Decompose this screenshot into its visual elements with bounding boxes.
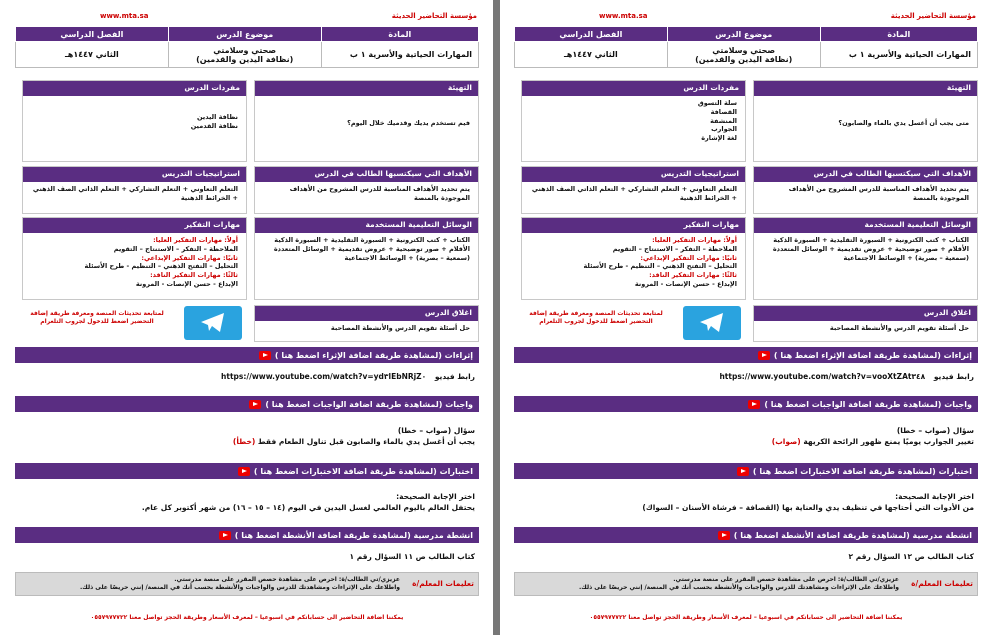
skills-subheading: ثالثًا: مهارات التفكير الناقد: <box>649 271 737 280</box>
skills-heading: مهارات التفكير <box>23 218 246 233</box>
org-name: مؤسسة التحاضير الحديثة <box>391 12 477 20</box>
vocab-list <box>522 96 745 146</box>
media-box <box>254 217 479 300</box>
homework-answer: (صواب) <box>771 437 801 446</box>
skills-heading: مهارات التفكير <box>522 218 745 233</box>
objectives-text: يتم تحديد الأهداف المناسبة للدرس المشروح من الأهداف الموجودة بالمنصة <box>788 185 969 202</box>
subject-header: المادة <box>820 27 977 42</box>
footer-contact: يمكننا اضافة التحاضير الى حساباتكم في اسبوعيا – لمعرف الأسعار وطريقة الحجز تواصل معنا ٠٥٥٧٩٧٧٧٢٢ <box>90 614 404 621</box>
youtube-icon[interactable] <box>748 400 760 409</box>
homework-band-label: واجبات (لمشاهدة طريقة اضافة الواجبات اضغط هنا ) <box>265 399 473 409</box>
skills-box <box>521 217 746 300</box>
term-header: الفصل الدراسي <box>515 27 668 42</box>
closing-text: حل أسئلة تقويم الدرس والأنشطة المصاحبة <box>829 324 969 332</box>
closing-box <box>753 305 978 342</box>
closing-text: حل أسئلة تقويم الدرس والأنشطة المصاحبة <box>330 324 470 332</box>
vocab-heading: مفردات الدرس <box>522 81 745 96</box>
topic-subtitle: (نظافة اليدين والقدمين) <box>695 54 793 64</box>
worksheet-page-1 <box>5 0 487 635</box>
vocab-list <box>23 110 246 134</box>
lesson-header-table <box>514 26 978 68</box>
skills-list: الملاحظة – التفكر – الاستنتاج – التقويم <box>612 244 737 253</box>
media-heading: الوسائل التعليمية المستخدمة <box>754 218 977 233</box>
video-url-link[interactable]: https://www.youtube.com/watch?v=yd٣lEbNRjZ٠ <box>221 372 427 381</box>
skills-list: الإبداع - حسن الإنصات - المرونة <box>634 279 737 288</box>
intro-text: فيم تستخدم يديك وقدميك خلال اليوم؟ <box>347 119 470 127</box>
telegram-icon[interactable] <box>683 306 741 340</box>
vocab-item: المنشفة <box>710 116 737 125</box>
objectives-heading: الأهداف التي سيكتسبها الطالب في الدرس <box>754 167 977 182</box>
topic-value <box>667 42 820 68</box>
teacher-notes-line: واطلاعك على الإثراءات ومشاهدتك للدرس والواجبات والأنشطة بحسب أنك في المنصة/ إنني حريصًا على ذلك. <box>578 584 899 592</box>
site-url[interactable]: www.mta.sa <box>100 12 149 20</box>
media-text: الكتاب + كتب الكترونية + السبورة التقليدية + السبورة الذكية الأقلام + صور توضيحية + عروض تقديمية + الوسائل المتعددة (سمعية – بصرية) + الوسائط الاجتماعية <box>273 236 470 262</box>
lesson-header-table <box>15 26 479 68</box>
objectives-heading: الأهداف التي سيكتسبها الطالب في الدرس <box>255 167 478 182</box>
teacher-notes-line: عزيزي/تي الطالب/ة: احرص على مشاهدة حصص المقرر على منصة مدرستي. <box>174 576 400 583</box>
test-question: من الأدوات التي أحتاجها في تنظيف يدي والعناية بها (القصافة – فرشاة الأسنان – السواك) <box>642 503 974 512</box>
vocab-item: الجوارب <box>711 125 737 134</box>
strategies-text: التعلم التعاوني + التعلم التشاركي + التعلم الذاتي الصف الذهني + الخرائط الذهنية <box>531 185 737 202</box>
org-name: مؤسسة التحاضير الحديثة <box>890 12 976 20</box>
skills-list: الإبداع - حسن الإنصات - المرونة <box>135 279 238 288</box>
homework-question-type: سؤال (صواب – خطا) <box>397 426 475 435</box>
intro-heading: التهيئة <box>255 81 478 96</box>
intro-box <box>753 80 978 162</box>
test-instruction: اختر الإجابة الصحيحة: <box>396 492 475 501</box>
tests-band-label: اختبارات (لمشاهدة طريقة اضافة الاختبارات اضغط هنا ) <box>253 466 473 476</box>
homework-question <box>19 437 475 446</box>
intro-text: متى يجب أن أغسل يدي بالماء والصابون؟ <box>838 119 969 127</box>
closing-box <box>254 305 479 342</box>
objectives-text: يتم تحديد الأهداف المناسبة للدرس المشروح من الأهداف الموجودة بالمنصة <box>289 185 470 202</box>
video-label: رابط فيديو <box>434 372 475 381</box>
subject-value: المهارات الحياتية والأسرية ١ ب <box>820 42 977 68</box>
video-label: رابط فيديو <box>933 372 974 381</box>
skills-subheading: ثالثًا: مهارات التفكير الناقد: <box>150 271 238 280</box>
tests-band[interactable] <box>15 463 479 479</box>
homework-band-label: واجبات (لمشاهدة طريقة اضافة الواجبات اضغط هنا ) <box>764 399 972 409</box>
media-text: الكتاب + كتب الكترونية + السبورة التقليدية + السبورة الذكية الأقلام + صور توضيحية + عروض تقديمية + الوسائل المتعددة (سمعية – بصرية) + الوسائط الاجتماعية <box>772 236 969 262</box>
video-url-link[interactable]: https://www.youtube.com/watch?v=vooXtZAt٣٤٨ <box>719 372 926 381</box>
enrichment-band[interactable] <box>15 347 479 363</box>
teacher-notes-line: واطلاعك على الإثراءات ومشاهدتك للدرس والواجبات والأنشطة بحسب أنك في المنصة/ إنني حريصًا على ذلك. <box>79 584 400 592</box>
skills-subheading: ثانيًا: مهارات التفكير الإبداعي: <box>141 253 238 262</box>
tests-band[interactable] <box>514 463 978 479</box>
strategies-box <box>521 166 746 214</box>
activity-text: كتاب الطالب ص ١٢ السؤال رقم ٢ <box>848 552 974 561</box>
topic-value <box>168 42 321 68</box>
strategies-heading: استراتيجيات التدريس <box>23 167 246 182</box>
telegram-promo-text[interactable]: لمتابعة تحديثات المنصة ومعرفة طريقة إضافة التحضير اضغط للدخول لجروب التلغرام <box>529 310 663 325</box>
skills-box <box>22 217 247 300</box>
teacher-notes-label: تعليمات المعلم/ة <box>412 579 474 588</box>
skills-body <box>522 233 745 292</box>
activities-band-label: انشطة مدرسية (لمشاهدة طريقة اضافة الأنشطة اضغط هنا ) <box>733 530 972 540</box>
youtube-icon[interactable] <box>249 400 261 409</box>
closing-heading: اغلاق الدرس <box>754 306 977 321</box>
strategies-text: التعلم التعاوني + التعلم التشاركي + التعلم الذاتي الصف الذهني + الخرائط الذهنية <box>32 185 238 202</box>
topic-title: صحتي وسلامتي <box>213 45 277 55</box>
test-instruction: اختر الإجابة الصحيحة: <box>895 492 974 501</box>
youtube-icon[interactable] <box>758 351 770 360</box>
vocab-item: نظافة اليدين <box>196 113 238 121</box>
footer-contact: يمكننا اضافة التحاضير الى حساباتكم في اسبوعيا – لمعرف الأسعار وطريقة الحجز تواصل معنا ٠٥٥٧٩٧٧٧٢٢ <box>589 614 903 621</box>
activities-band-label: انشطة مدرسية (لمشاهدة طريقة اضافة الأنشطة اضغط هنا ) <box>234 530 473 540</box>
activities-band[interactable] <box>514 527 978 543</box>
strategies-box <box>22 166 247 214</box>
homework-band[interactable] <box>15 396 479 412</box>
activity-text: كتاب الطالب ص ١١ السؤال رقم ١ <box>349 552 475 561</box>
skills-subheading: أولاً: مهارات التفكير العليا: <box>652 236 737 244</box>
homework-statement: يجب أن أغسل يدي بالماء والصابون قبل تناول الطعام فقط <box>257 437 475 446</box>
skills-list: الملاحظة – التفكر – الاستنتاج – التقويم <box>113 244 238 253</box>
term-value: الثاني ١٤٤٧هـ <box>515 42 668 68</box>
media-box <box>753 217 978 300</box>
test-question: يحتفل العالم باليوم العالمي لغسل اليدين في اليوم (١٤ – ١٥ – ١٦) من شهر أكتوبر كل عام. <box>141 503 475 512</box>
closing-heading: اغلاق الدرس <box>255 306 478 321</box>
skills-list: التحليل – التفتح الذهني – التنظيم - طرح الأسئلة <box>84 262 238 271</box>
vocab-item: نظافة القدمين <box>190 121 238 130</box>
teacher-notes <box>15 572 479 596</box>
topic-header: موضوع الدرس <box>168 27 321 42</box>
intro-box <box>254 80 479 162</box>
video-link-line <box>19 372 475 381</box>
homework-band[interactable] <box>514 396 978 412</box>
topic-subtitle: (نظافة اليدين والقدمين) <box>196 54 294 64</box>
youtube-icon[interactable] <box>718 531 730 540</box>
page-divider <box>493 0 500 635</box>
homework-statement: تغيير الجوارب يوميًا يمنع ظهور الرائحة الكريهة <box>803 437 974 446</box>
vocab-box <box>521 80 746 162</box>
enrichment-band-label: إثراءات (لمشاهدة طريقة اضافة الإثراء اضغط هنا ) <box>274 350 473 360</box>
skills-list: التحليل – التفتح الذهني – التنظيم - طرح الأسئلة <box>583 262 737 271</box>
objectives-box <box>753 166 978 214</box>
subject-value: المهارات الحياتية والأسرية ١ ب <box>321 42 478 68</box>
topic-title: صحتي وسلامتي <box>712 45 776 55</box>
vocab-heading: مفردات الدرس <box>23 81 246 96</box>
vocab-item: سلة التسوق <box>697 99 737 107</box>
teacher-notes-text <box>519 576 899 593</box>
telegram-icon[interactable] <box>184 306 242 340</box>
telegram-promo-text[interactable]: لمتابعة تحديثات المنصة ومعرفة طريقة إضافة التحضير اضغط للدخول لجروب التلغرام <box>30 310 164 325</box>
homework-answer: (خطأ) <box>232 437 256 446</box>
skills-body <box>23 233 246 292</box>
youtube-icon[interactable] <box>238 467 250 476</box>
tests-band-label: اختبارات (لمشاهدة طريقة اضافة الاختبارات اضغط هنا ) <box>752 466 972 476</box>
subject-header: المادة <box>321 27 478 42</box>
term-header: الفصل الدراسي <box>16 27 169 42</box>
page-topline <box>5 10 487 24</box>
teacher-notes-label: تعليمات المعلم/ة <box>911 579 973 588</box>
youtube-icon[interactable] <box>259 351 271 360</box>
vocab-box <box>22 80 247 162</box>
homework-question <box>518 437 974 446</box>
intro-heading: التهيئة <box>754 81 977 96</box>
vocab-item: القصافة <box>710 107 737 116</box>
strategies-heading: استراتيجيات التدريس <box>522 167 745 182</box>
teacher-notes-line: عزيزي/تي الطالب/ة: احرص على مشاهدة حصص المقرر على منصة مدرستي. <box>673 576 899 583</box>
media-heading: الوسائل التعليمية المستخدمة <box>255 218 478 233</box>
skills-subheading: أولاً: مهارات التفكير العليا: <box>153 236 238 244</box>
objectives-box <box>254 166 479 214</box>
teacher-notes <box>514 572 978 596</box>
vocab-item: لغة الإشارة <box>701 134 737 143</box>
site-url[interactable]: www.mta.sa <box>599 12 648 20</box>
skills-subheading: ثانيًا: مهارات التفكير الإبداعي: <box>640 253 737 262</box>
enrichment-band-label: إثراءات (لمشاهدة طريقة اضافة الإثراء اضغط هنا ) <box>773 350 972 360</box>
homework-question-type: سؤال (صواب – خطا) <box>896 426 974 435</box>
teacher-notes-text <box>20 576 400 593</box>
page-topline <box>504 10 981 24</box>
enrichment-band[interactable] <box>514 347 978 363</box>
youtube-icon[interactable] <box>219 531 231 540</box>
topic-header: موضوع الدرس <box>667 27 820 42</box>
video-link-line <box>518 372 974 381</box>
youtube-icon[interactable] <box>737 467 749 476</box>
activities-band[interactable] <box>15 527 479 543</box>
term-value: الثاني ١٤٤٧هـ <box>16 42 169 68</box>
worksheet-page-2 <box>504 0 981 635</box>
